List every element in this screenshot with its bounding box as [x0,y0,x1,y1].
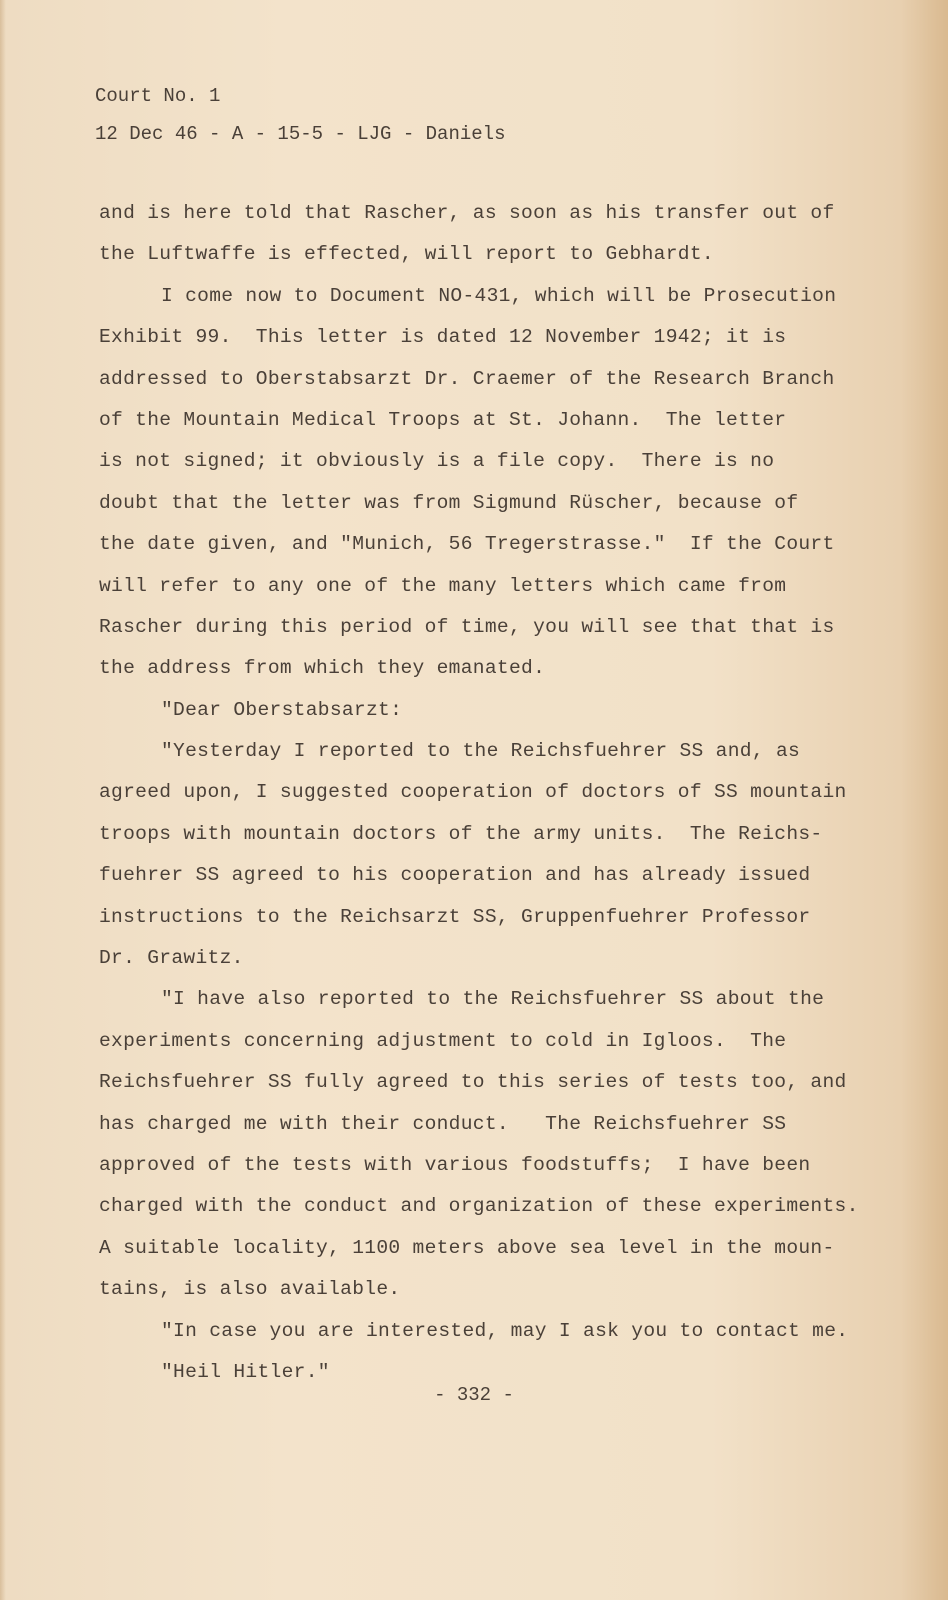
text-line: tains, is also available. [99,1278,401,1301]
text-line: Dr. Grawitz. [99,947,244,970]
text-line: has charged me with their conduct. The Reichsfuehrer SS [99,1112,787,1135]
page-number: - 332 - [434,1384,514,1406]
court-number: Court No. 1 [95,85,221,107]
text-line: is not signed; it obviously is a file copy. There is no [99,450,775,473]
text-line: "Heil Hitler." [161,1360,330,1383]
text-line: "Dear Oberstabsarzt: [161,698,403,721]
text-line: addressed to Oberstabsarzt Dr. Craemer of the Research Branch [99,367,835,390]
text-line: experiments concerning adjustment to cold in Igloos. The [99,1029,787,1052]
text-line: of the Mountain Medical Troops at St. Johann. The letter [99,408,787,431]
text-line: Exhibit 99. This letter is dated 12 November 1942; it is [99,326,787,349]
text-line: A suitable locality, 1100 meters above sea level in the moun- [99,1236,835,1259]
text-line: fuehrer SS agreed to his cooperation and has already issued [99,864,811,887]
text-line: troops with mountain doctors of the army units. The Reichs- [99,822,823,845]
text-line: I come now to Document NO-431, which will be Prosecution [161,284,837,307]
session-reference: 12 Dec 46 - A - 15-5 - LJG - Daniels [95,123,506,145]
text-line: approved of the tests with various foodstuffs; I have been [99,1153,811,1176]
text-line: the address from which they emanated. [99,657,546,680]
text-line: and is here told that Rascher, as soon as his transfer out of [99,202,835,224]
text-line: doubt that the letter was from Sigmund Rüscher, because of [99,491,799,514]
text-line: Reichsfuehrer SS fully agreed to this series of tests too, and [99,1071,847,1094]
text-line: Rascher during this period of time, you will see that that is [99,615,835,638]
text-line: charged with the conduct and organization of these experiments. [99,1195,859,1218]
paper-edge [0,0,6,1600]
text-line: agreed upon, I suggested cooperation of doctors of SS mountain [99,781,847,804]
text-line: "Yesterday I reported to the Reichsfuehrer SS and, as [161,740,801,763]
text-line: the date given, and "Munich, 56 Tregerstrasse." If the Court [99,533,835,556]
text-line: "I have also reported to the Reichsfuehrer SS about the [161,988,825,1011]
text-line: "In case you are interested, may I ask you to contact me. [161,1319,849,1342]
text-line: will refer to any one of the many letters which came from [99,574,787,597]
text-line: the Luftwaffe is effected, will report to Gebhardt. [99,243,714,266]
text-line: instructions to the Reichsarzt SS, Gruppenfuehrer Professor [99,905,811,928]
document-body [99,193,859,1393]
